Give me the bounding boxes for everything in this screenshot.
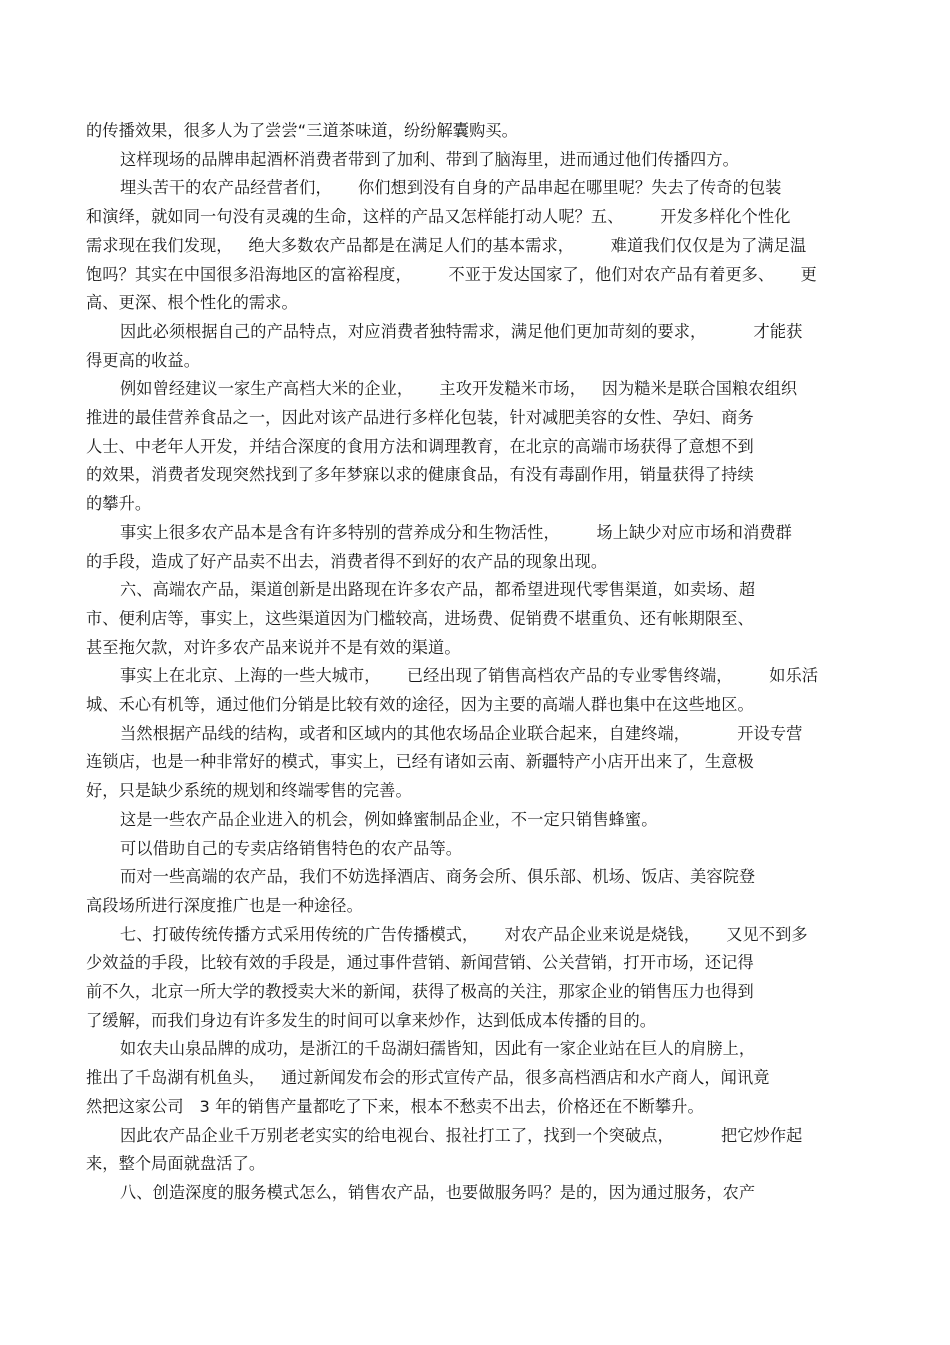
text-line: 需求现在我们发现， 绝大多数农产品都是在满足人们的基本需求， 难道我们仅仅是为了满足温: [86, 235, 807, 255]
text-line: 前不久，北京一所大学的教授卖大米的新闻，获得了极高的关注，那家企业的销售压力也得到: [86, 982, 754, 1001]
text-line: 城、禾心有机等，通过他们分销是比较有效的途径，因为主要的高端人群也集中在这些地区。: [86, 695, 754, 714]
text-line: 八、创造深度的服务模式怎么，销售农产品，也要做服务吗？是的，因为通过服务，农产: [120, 1182, 756, 1202]
text-line: 埋头苦干的农产品经营者们， 你们想到没有自身的产品串起在哪里呢？失去了传奇的包装: [120, 178, 782, 198]
text-line: 然把这家公司 3 年的销售产量都吃了下来，根本不愁卖不出去，价格还在不断攀升。: [86, 1096, 704, 1116]
text-line: 六、高端农产品，渠道创新是出路现在许多农产品，都希望进现代零售渠道，如卖场、超: [120, 580, 756, 600]
text-line: 的攀升。: [86, 494, 152, 514]
text-line: 少效益的手段，比较有效的手段是，通过事件营销、新闻营销、公关营销，打开市场，还记得: [86, 953, 754, 973]
text-line: 事实上在北京、上海的一些大城市， 已经出现了销售高档农产品的专业零售终端， 如乐活: [120, 666, 819, 686]
text-line: 连锁店，也是一种非常好的模式，事实上，已经有诸如云南、新疆特产小店开出来了，生意极: [86, 752, 754, 772]
text-line: 推进的最佳营养食品之一，因此对该产品进行多样化包装，针对减肥美容的女性、孕妇、商务: [86, 408, 754, 427]
text-line: 七、打破传统传播方式采用传统的广告传播模式， 对农产品企业来说是烧钱， 又见不到多: [120, 924, 808, 944]
text-line: 这是一些农产品企业进入的机会，例如蜂蜜制品企业，不一定只销售蜂蜜。: [120, 809, 658, 829]
text-line: 这样现场的品牌串起酒杯消费者带到了加利、带到了脑海里，进而通过他们传播四方。: [120, 149, 739, 169]
text-line: 因此农产品企业千万别老老实实的给电视台、报社打工了，找到一个突破点， 把它炒作起: [120, 1125, 803, 1145]
text-line: 如农夫山泉品牌的成功，是浙江的千岛湖妇孺皆知，因此有一家企业站在巨人的肩膀上，: [120, 1039, 756, 1059]
text-line: 的手段，造成了好产品卖不出去，消费者得不到好的农产品的现象出现。: [86, 551, 608, 571]
text-line: 当然根据产品线的结构，或者和区域内的其他农场品企业联合起来，自建终端， 开设专营: [120, 723, 803, 743]
text-line: 的效果，消费者发现突然找到了多年梦寐以求的健康食品，有没有毒副作用，销量获得了持续: [86, 465, 754, 485]
text-line: 了缓解，而我们身边有许多发生的时间可以拿来炒作，达到低成本传播的目的。: [86, 1010, 657, 1030]
text-line: 高段场所进行深度推广也是一种途径。: [86, 895, 363, 915]
text-line: 得更高的收益。: [86, 350, 201, 370]
text-line: 高、更深、根个性化的需求。: [86, 293, 298, 313]
text-line: 而对一些高端的农产品，我们不妨选择酒店、商务会所、俱乐部、机场、饭店、美容院登: [120, 867, 756, 887]
text-line: 可以借助自己的专卖店络销售特色的农产品等。: [120, 838, 463, 858]
text-line: 市、便利店等，事实上，这些渠道因为门槛较高，进场费、促销费不堪重负、还有帐期限至、: [86, 608, 754, 628]
text-line: 饱吗？其实在中国很多沿海地区的富裕程度， 不亚于发达国家了，他们对农产品有着更多、 更: [86, 264, 817, 284]
text-line: 事实上很多农产品本是含有许多特别的营养成分和生物活性， 场上缺少对应市场和消费群: [120, 522, 792, 542]
text-line: 和演绎，就如同一句没有灵魂的生命，这样的产品又怎样能打动人呢？五、 开发多样化个性化: [86, 207, 791, 227]
text-line: 好，只是缺少系统的规划和终端零售的完善。: [86, 781, 412, 801]
text-line: 甚至拖欠款，对许多农产品来说并不是有效的渠道。: [86, 637, 461, 657]
text-line: 的传播效果，很多人为了尝尝“三道茶味道，纷纷解囊购买。: [86, 121, 518, 140]
text-line: 因此必须根据自己的产品特点，对应消费者独特需求，满足他们更加苛刻的要求， 才能获: [120, 321, 803, 341]
text-line: 推出了千岛湖有机鱼头， 通过新闻发布会的形式宣传产品，很多高档酒店和水产商人，闻讯竟: [86, 1068, 770, 1088]
text-line: 来，整个局面就盘活了。: [86, 1154, 266, 1174]
text-line: 例如曾经建议一家生产高档大米的企业， 主攻开发糙米市场， 因为糙米是联合国粮农组织: [120, 379, 798, 399]
text-line: 人士、中老年人开发，并结合深度的食用方法和调理教育，在北京的高端市场获得了意想不到: [86, 436, 754, 456]
